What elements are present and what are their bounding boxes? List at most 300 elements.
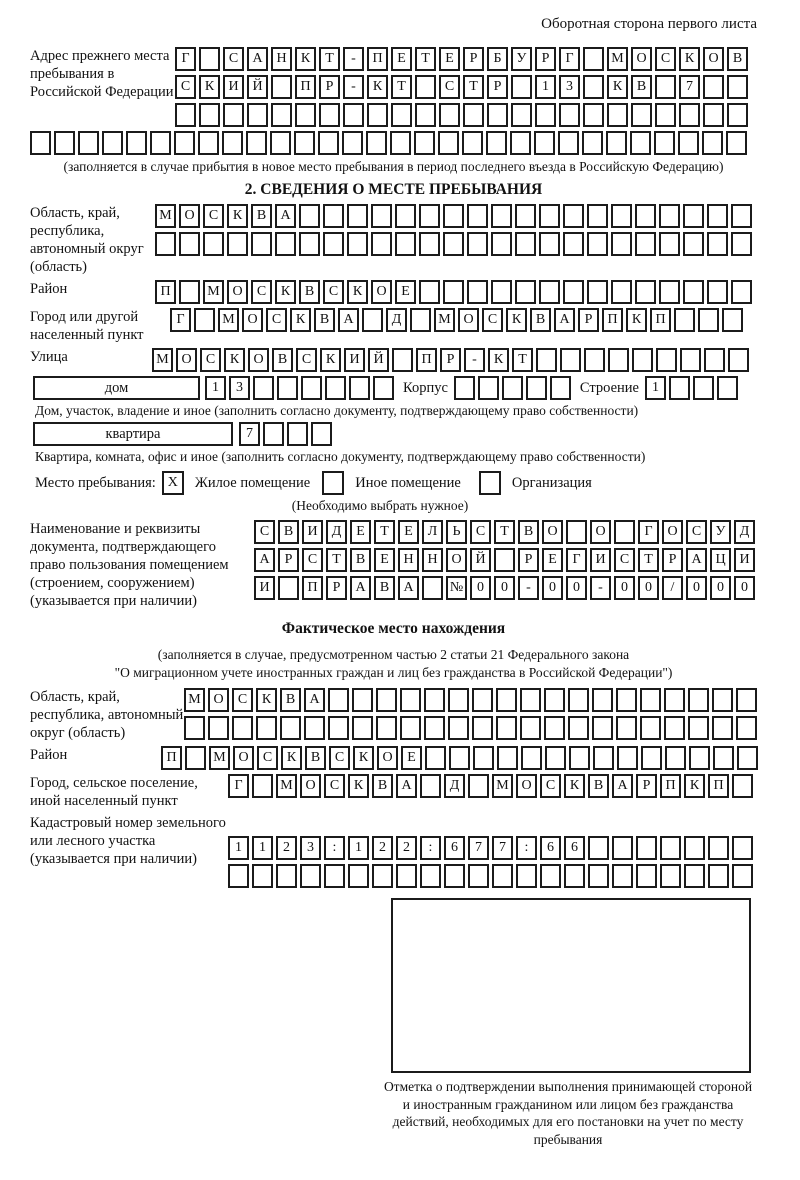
form-cell[interactable] (366, 131, 387, 155)
form-cell[interactable] (693, 376, 714, 400)
form-cell[interactable]: Г (170, 308, 191, 332)
form-cell[interactable]: Р (278, 548, 299, 572)
form-cell[interactable] (669, 376, 690, 400)
form-cell[interactable]: О (446, 548, 467, 572)
form-cell[interactable]: О (179, 204, 200, 228)
form-cell[interactable] (276, 864, 297, 888)
form-cell[interactable]: 6 (444, 836, 465, 860)
form-cell[interactable]: 6 (540, 836, 561, 860)
form-cell[interactable]: К (281, 746, 302, 770)
form-cell[interactable] (563, 204, 584, 228)
form-cell[interactable] (708, 864, 729, 888)
form-cell[interactable] (636, 864, 657, 888)
form-cell[interactable]: Т (494, 520, 515, 544)
form-cell[interactable]: - (343, 75, 364, 99)
form-cell[interactable] (179, 232, 200, 256)
form-cell[interactable] (688, 688, 709, 712)
form-cell[interactable]: С (470, 520, 491, 544)
form-cell[interactable] (617, 746, 638, 770)
form-cell[interactable] (352, 688, 373, 712)
form-cell[interactable]: С (257, 746, 278, 770)
form-cell[interactable] (717, 376, 738, 400)
form-cell[interactable]: Е (350, 520, 371, 544)
form-cell[interactable] (698, 308, 719, 332)
form-cell[interactable]: К (347, 280, 368, 304)
form-cell[interactable] (323, 232, 344, 256)
form-cell[interactable] (467, 204, 488, 228)
form-cell[interactable] (612, 864, 633, 888)
form-cell[interactable] (611, 280, 632, 304)
form-cell[interactable] (582, 131, 603, 155)
form-cell[interactable]: В (530, 308, 551, 332)
form-cell[interactable] (568, 716, 589, 740)
form-cell[interactable] (608, 348, 629, 372)
form-cell[interactable]: В (727, 47, 748, 71)
form-cell[interactable]: А (350, 576, 371, 600)
form-cell[interactable] (684, 864, 705, 888)
form-cell[interactable] (550, 376, 571, 400)
form-cell[interactable] (616, 688, 637, 712)
form-cell[interactable]: М (492, 774, 513, 798)
form-cell[interactable]: Р (319, 75, 340, 99)
form-cell[interactable] (415, 75, 436, 99)
form-cell[interactable] (420, 864, 441, 888)
form-cell[interactable]: С (655, 47, 676, 71)
form-cell[interactable] (563, 232, 584, 256)
form-cell[interactable]: П (660, 774, 681, 798)
form-cell[interactable]: П (416, 348, 437, 372)
form-cell[interactable] (545, 746, 566, 770)
form-cell[interactable] (228, 864, 249, 888)
form-cell[interactable] (449, 746, 470, 770)
form-cell[interactable]: В (588, 774, 609, 798)
form-cell[interactable] (664, 716, 685, 740)
form-cell[interactable]: К (199, 75, 220, 99)
form-cell[interactable] (319, 103, 340, 127)
form-cell[interactable]: О (233, 746, 254, 770)
form-cell[interactable]: О (703, 47, 724, 71)
form-cell[interactable]: О (590, 520, 611, 544)
form-cell[interactable]: : (420, 836, 441, 860)
form-cell[interactable] (390, 131, 411, 155)
form-cell[interactable] (347, 232, 368, 256)
form-cell[interactable] (54, 131, 75, 155)
form-cell[interactable] (395, 232, 416, 256)
form-cell[interactable]: М (434, 308, 455, 332)
form-cell[interactable] (568, 688, 589, 712)
form-cell[interactable] (300, 864, 321, 888)
form-cell[interactable] (487, 103, 508, 127)
form-cell[interactable]: Т (463, 75, 484, 99)
form-cell[interactable] (683, 204, 704, 228)
form-cell[interactable]: В (251, 204, 272, 228)
form-cell[interactable]: С (296, 348, 317, 372)
form-cell[interactable] (271, 75, 292, 99)
form-cell[interactable]: 7 (468, 836, 489, 860)
form-cell[interactable] (280, 716, 301, 740)
form-cell[interactable] (78, 131, 99, 155)
form-cell[interactable]: Р (578, 308, 599, 332)
form-cell[interactable]: М (155, 204, 176, 228)
form-cell[interactable] (443, 280, 464, 304)
form-cell[interactable]: Ц (710, 548, 731, 572)
form-cell[interactable]: : (324, 836, 345, 860)
form-cell[interactable] (347, 204, 368, 228)
form-cell[interactable] (270, 131, 291, 155)
form-cell[interactable] (496, 716, 517, 740)
form-cell[interactable]: № (446, 576, 467, 600)
form-cell[interactable]: Н (422, 548, 443, 572)
form-cell[interactable]: В (272, 348, 293, 372)
form-cell[interactable]: К (256, 688, 277, 712)
form-cell[interactable] (318, 131, 339, 155)
form-cell[interactable] (299, 204, 320, 228)
form-cell[interactable]: Д (444, 774, 465, 798)
form-cell[interactable] (415, 103, 436, 127)
form-cell[interactable]: С (614, 548, 635, 572)
form-cell[interactable] (467, 232, 488, 256)
form-cell[interactable] (454, 376, 475, 400)
form-cell[interactable]: 0 (734, 576, 755, 600)
form-cell[interactable]: А (612, 774, 633, 798)
form-cell[interactable] (540, 864, 561, 888)
form-cell[interactable] (611, 204, 632, 228)
form-cell[interactable]: 2 (372, 836, 393, 860)
form-cell[interactable]: Т (638, 548, 659, 572)
form-cell[interactable] (448, 716, 469, 740)
form-cell[interactable] (150, 131, 171, 155)
form-cell[interactable] (252, 774, 273, 798)
form-cell[interactable]: Н (398, 548, 419, 572)
form-cell[interactable]: К (564, 774, 585, 798)
form-cell[interactable] (526, 376, 547, 400)
form-cell[interactable]: 3 (229, 376, 250, 400)
form-cell[interactable] (174, 131, 195, 155)
form-cell[interactable] (680, 348, 701, 372)
form-cell[interactable] (102, 131, 123, 155)
form-cell[interactable]: Н (271, 47, 292, 71)
form-cell[interactable]: И (590, 548, 611, 572)
form-cell[interactable] (396, 864, 417, 888)
form-cell[interactable] (736, 688, 757, 712)
form-cell[interactable] (569, 746, 590, 770)
form-cell[interactable] (635, 204, 656, 228)
form-cell[interactable]: С (232, 688, 253, 712)
form-cell[interactable] (566, 520, 587, 544)
form-cell[interactable]: Р (326, 576, 347, 600)
form-cell[interactable] (515, 204, 536, 228)
form-cell[interactable]: О (227, 280, 248, 304)
form-cell[interactable]: В (299, 280, 320, 304)
form-cell[interactable] (688, 716, 709, 740)
form-cell[interactable] (544, 688, 565, 712)
form-cell[interactable]: А (254, 548, 275, 572)
form-cell[interactable] (278, 576, 299, 600)
form-cell[interactable]: 3 (300, 836, 321, 860)
form-cell[interactable]: 1 (535, 75, 556, 99)
form-cell[interactable] (391, 103, 412, 127)
form-cell[interactable]: Г (228, 774, 249, 798)
form-cell[interactable] (563, 280, 584, 304)
form-cell[interactable] (247, 103, 268, 127)
form-cell[interactable]: С (324, 774, 345, 798)
form-cell[interactable] (732, 836, 753, 860)
form-cell[interactable] (185, 746, 206, 770)
form-cell[interactable] (654, 131, 675, 155)
form-cell[interactable] (703, 103, 724, 127)
form-cell[interactable] (419, 280, 440, 304)
form-cell[interactable] (592, 716, 613, 740)
form-cell[interactable]: К (290, 308, 311, 332)
form-cell[interactable] (520, 716, 541, 740)
form-cell[interactable] (395, 204, 416, 228)
form-cell[interactable] (683, 280, 704, 304)
form-cell[interactable] (515, 280, 536, 304)
form-cell[interactable]: Т (512, 348, 533, 372)
form-cell[interactable]: Г (566, 548, 587, 572)
form-cell[interactable] (587, 204, 608, 228)
form-cell[interactable] (348, 864, 369, 888)
form-cell[interactable] (184, 716, 205, 740)
form-cell[interactable] (256, 716, 277, 740)
form-cell[interactable]: П (602, 308, 623, 332)
form-cell[interactable] (198, 131, 219, 155)
form-cell[interactable] (655, 75, 676, 99)
form-cell[interactable] (400, 716, 421, 740)
form-cell[interactable] (232, 716, 253, 740)
form-cell[interactable] (323, 204, 344, 228)
form-cell[interactable]: О (516, 774, 537, 798)
form-cell[interactable] (410, 308, 431, 332)
form-cell[interactable] (199, 103, 220, 127)
form-cell[interactable] (564, 864, 585, 888)
form-cell[interactable] (492, 864, 513, 888)
form-cell[interactable] (641, 746, 662, 770)
form-cell[interactable] (712, 716, 733, 740)
form-cell[interactable]: 3 (559, 75, 580, 99)
form-cell[interactable]: С (323, 280, 344, 304)
form-cell[interactable] (422, 576, 443, 600)
form-cell[interactable] (679, 103, 700, 127)
form-cell[interactable]: И (254, 576, 275, 600)
form-cell[interactable]: Й (470, 548, 491, 572)
form-cell[interactable] (275, 232, 296, 256)
form-cell[interactable] (468, 864, 489, 888)
form-cell[interactable] (494, 548, 515, 572)
form-cell[interactable]: 0 (686, 576, 707, 600)
form-cell[interactable] (684, 836, 705, 860)
form-cell[interactable]: : (516, 836, 537, 860)
form-cell[interactable] (155, 232, 176, 256)
form-cell[interactable] (400, 688, 421, 712)
form-cell[interactable]: И (223, 75, 244, 99)
form-cell[interactable]: К (679, 47, 700, 71)
form-cell[interactable] (342, 131, 363, 155)
form-cell[interactable]: О (248, 348, 269, 372)
form-cell[interactable]: К (348, 774, 369, 798)
form-cell[interactable]: 0 (494, 576, 515, 600)
form-cell[interactable]: / (662, 576, 683, 600)
form-cell[interactable] (425, 746, 446, 770)
form-cell[interactable] (731, 232, 752, 256)
form-cell[interactable] (30, 131, 51, 155)
form-cell[interactable] (473, 746, 494, 770)
form-cell[interactable] (448, 688, 469, 712)
form-cell[interactable] (559, 103, 580, 127)
form-cell[interactable] (223, 103, 244, 127)
form-cell[interactable] (367, 103, 388, 127)
form-cell[interactable]: С (254, 520, 275, 544)
form-cell[interactable] (707, 204, 728, 228)
form-cell[interactable] (294, 131, 315, 155)
form-cell[interactable]: У (710, 520, 731, 544)
form-cell[interactable]: 1 (645, 376, 666, 400)
form-cell[interactable]: А (554, 308, 575, 332)
form-cell[interactable]: С (686, 520, 707, 544)
form-cell[interactable] (491, 232, 512, 256)
form-cell[interactable]: Р (463, 47, 484, 71)
form-cell[interactable]: Е (374, 548, 395, 572)
form-cell[interactable] (486, 131, 507, 155)
form-cell[interactable]: М (607, 47, 628, 71)
form-cell[interactable]: К (626, 308, 647, 332)
form-cell[interactable] (352, 716, 373, 740)
form-cell[interactable]: К (227, 204, 248, 228)
form-cell[interactable]: П (155, 280, 176, 304)
form-cell[interactable] (444, 864, 465, 888)
form-cell[interactable]: 1 (348, 836, 369, 860)
form-cell[interactable]: Т (374, 520, 395, 544)
form-cell[interactable]: Р (440, 348, 461, 372)
form-cell[interactable] (424, 688, 445, 712)
form-cell[interactable]: О (631, 47, 652, 71)
form-cell[interactable]: 7 (679, 75, 700, 99)
form-cell[interactable]: Й (368, 348, 389, 372)
form-cell[interactable] (311, 422, 332, 446)
form-cell[interactable] (371, 232, 392, 256)
form-cell[interactable] (419, 204, 440, 228)
form-cell[interactable] (511, 75, 532, 99)
form-cell[interactable] (362, 308, 383, 332)
form-cell[interactable]: Г (559, 47, 580, 71)
form-cell[interactable]: В (518, 520, 539, 544)
form-cell[interactable] (593, 746, 614, 770)
form-cell[interactable]: Р (636, 774, 657, 798)
form-cell[interactable] (521, 746, 542, 770)
form-cell[interactable]: О (662, 520, 683, 544)
form-cell[interactable]: В (350, 548, 371, 572)
form-cell[interactable]: 2 (276, 836, 297, 860)
form-cell[interactable]: 7 (492, 836, 513, 860)
form-cell[interactable] (539, 280, 560, 304)
form-cell[interactable] (271, 103, 292, 127)
form-cell[interactable]: С (302, 548, 323, 572)
form-cell[interactable] (736, 716, 757, 740)
form-cell[interactable] (587, 280, 608, 304)
form-cell[interactable]: М (218, 308, 239, 332)
form-cell[interactable] (722, 308, 743, 332)
form-cell[interactable] (462, 131, 483, 155)
form-cell[interactable]: К (275, 280, 296, 304)
form-cell[interactable] (726, 131, 747, 155)
form-cell[interactable]: Р (662, 548, 683, 572)
form-cell[interactable] (328, 716, 349, 740)
form-cell[interactable] (299, 232, 320, 256)
form-cell[interactable]: Т (391, 75, 412, 99)
form-cell[interactable] (544, 716, 565, 740)
form-cell[interactable] (631, 103, 652, 127)
form-cell[interactable] (203, 232, 224, 256)
form-cell[interactable] (713, 746, 734, 770)
form-cell[interactable]: Д (326, 520, 347, 544)
form-cell[interactable] (587, 232, 608, 256)
form-cell[interactable]: О (377, 746, 398, 770)
form-cell[interactable]: О (242, 308, 263, 332)
form-cell[interactable] (707, 280, 728, 304)
form-cell[interactable]: Д (734, 520, 755, 544)
form-cell[interactable]: К (684, 774, 705, 798)
form-cell[interactable] (372, 864, 393, 888)
form-cell[interactable] (376, 688, 397, 712)
form-cell[interactable] (655, 103, 676, 127)
form-cell[interactable] (703, 75, 724, 99)
form-cell[interactable] (683, 232, 704, 256)
form-cell[interactable]: Л (422, 520, 443, 544)
form-cell[interactable]: 0 (470, 576, 491, 600)
form-cell[interactable]: М (203, 280, 224, 304)
form-cell[interactable]: Р (518, 548, 539, 572)
form-cell[interactable] (376, 716, 397, 740)
form-cell[interactable]: С (251, 280, 272, 304)
form-cell[interactable] (712, 688, 733, 712)
form-cell[interactable]: П (295, 75, 316, 99)
form-cell[interactable]: О (542, 520, 563, 544)
form-cell[interactable] (472, 716, 493, 740)
form-cell[interactable]: Ь (446, 520, 467, 544)
form-cell[interactable] (510, 131, 531, 155)
form-cell[interactable] (227, 232, 248, 256)
form-cell[interactable] (222, 131, 243, 155)
form-cell[interactable] (179, 280, 200, 304)
form-cell[interactable]: К (506, 308, 527, 332)
form-cell[interactable] (175, 103, 196, 127)
form-cell[interactable] (478, 376, 499, 400)
form-cell[interactable]: - (518, 576, 539, 600)
form-cell[interactable] (656, 348, 677, 372)
form-cell[interactable]: 1 (252, 836, 273, 860)
form-cell[interactable]: 2 (396, 836, 417, 860)
form-cell[interactable]: Е (395, 280, 416, 304)
form-cell[interactable] (371, 204, 392, 228)
form-cell[interactable] (443, 204, 464, 228)
form-cell[interactable] (515, 232, 536, 256)
form-cell[interactable]: Т (415, 47, 436, 71)
form-cell[interactable] (301, 376, 322, 400)
form-cell[interactable] (520, 688, 541, 712)
form-cell[interactable] (630, 131, 651, 155)
form-cell[interactable]: М (209, 746, 230, 770)
form-cell[interactable]: С (266, 308, 287, 332)
form-cell[interactable] (343, 103, 364, 127)
form-cell[interactable]: В (314, 308, 335, 332)
form-cell[interactable] (199, 47, 220, 71)
form-cell[interactable]: П (302, 576, 323, 600)
form-cell[interactable] (251, 232, 272, 256)
form-cell[interactable]: 6 (564, 836, 585, 860)
form-cell[interactable] (496, 688, 517, 712)
form-cell[interactable] (539, 204, 560, 228)
form-cell[interactable] (731, 280, 752, 304)
